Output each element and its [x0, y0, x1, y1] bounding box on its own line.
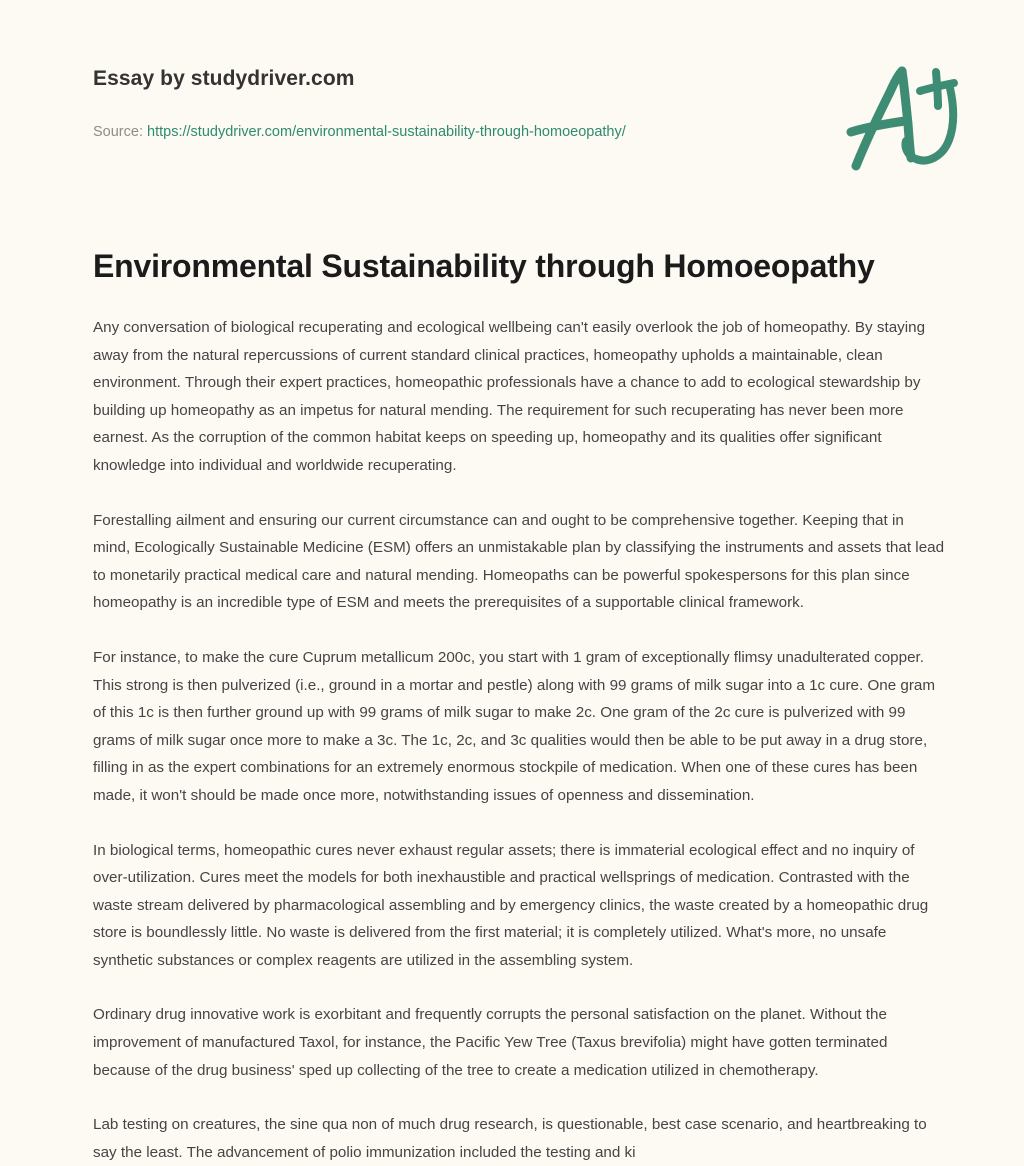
article-paragraph: Forestalling ailment and ensuring our current circumstance can and ought to be comprehensive together. Keeping that in mind, Ecologically Sustainable Medicine (ESM) offers an unmistakable plan by classifying the instruments and assets that lead to monetarily practical medical care and natural mending. Homeopaths can be powerful spokespersons for this plan since homeopathy is an incredible type of ESM and meets the prerequisites of a supportable clinical framework.	[93, 511, 945, 612]
article-paragraph: Lab testing on creatures, the sine qua non of much drug research, is questionable, best case scenario, and heartbreaking to say the least. The advancement of polio immunization included the testing and ki	[93, 1116, 927, 1161]
article-container	[93, 246, 945, 1166]
page-title: Environmental Sustainability through Homoeopathy	[93, 248, 875, 284]
document-header	[0, 0, 1024, 200]
essay-attribution: Essay by studydriver.com	[93, 67, 355, 90]
source-line	[93, 122, 626, 142]
source-url-link[interactable]: https://studydriver.com/environmental-sustainability-through-homoeopathy/	[147, 124, 626, 140]
header-text-block	[93, 66, 793, 140]
source-label: Source:	[93, 124, 143, 140]
studydriver-a-plus-logo-icon	[842, 62, 972, 180]
article-paragraph: Ordinary drug innovative work is exorbitant and frequently corrupts the personal satisfaction on the planet. Without the improvement of manufactured Taxol, for instance, the Pacific Yew Tree (Taxus brevifolia) might have gotten terminated because of the drug business' sped up collecting of the tree to create a medication utilized in chemotherapy.	[93, 1006, 888, 1079]
article-paragraph: Any conversation of biological recuperating and ecological wellbeing can't easily overlook the job of homeopathy. By staying away from the natural repercussions of current standard clinical practices, homeopathy upholds a maintainable, clean environment. Through their expert practices, homeopathic professionals have a chance to add to ecological stewardship by building up homeopathy as an impetus for natural mending. The requirement for such recuperating has never been more earnest. As the corruption of the common habitat keeps on speeding up, homeopathy and its qualities offer significant knowledge into individual and worldwide recuperating.	[93, 319, 926, 474]
article-paragraph: For instance, to make the cure Cuprum metallicum 200c, you start with 1 gram of exceptionally flimsy unadulterated copper. This strong is then pulverized (i.e., ground in a mortar and pestle) along with 99 grams of milk sugar into a 1c cure. One gram of this 1c is then further ground up with 99 grams of milk sugar to make 2c. One gram of the 2c cure is pulverized with 99 grams of milk sugar once more to make a 3c. The 1c, 2c, and 3c qualities would then be able to be put away in a drug store, filling in as the expert combinations for an extremely enormous stockpile of medication. When one of these cures has been made, it won't should be made once more, notwithstanding issues of openness and dissemination.	[93, 648, 936, 804]
article-paragraph: In biological terms, homeopathic cures never exhaust regular assets; there is immaterial ecological effect and no inquiry of over-utilization. Cures meet the models for both inexhaustible and practical wellsprings of medication. Contrasted with the waste stream delivered by pharmacological assembling and by emergency clinics, the waste created by a homeopathic drug store is boundlessly little. No waste is delivered from the first material; it is completely utilized. What's more, no unsafe synthetic substances or complex reagents are utilized in the assembling system.	[93, 841, 929, 969]
article-body	[93, 314, 945, 1166]
